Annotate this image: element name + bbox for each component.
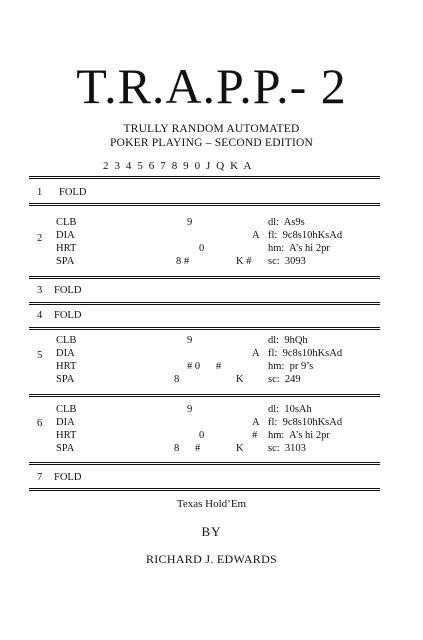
hand-info: fl: 9c8s10hKsAd bbox=[268, 348, 343, 359]
card-mark: A bbox=[252, 417, 260, 428]
hand-info: sc: 3103 bbox=[268, 443, 306, 454]
card-mark: 8 bbox=[174, 374, 180, 385]
suit-label: SPA bbox=[56, 256, 75, 267]
game-name: Texas Hold’Em bbox=[176, 498, 247, 510]
subtitle-line-2: POKER PLAYING – SECOND EDITION bbox=[110, 137, 313, 149]
suit-label: DIA bbox=[56, 230, 75, 241]
fold-row-number: 1 bbox=[37, 187, 43, 198]
card-mark: 9 bbox=[187, 404, 193, 415]
card-mark: 0 bbox=[199, 430, 205, 441]
hand-info: sc: 3093 bbox=[268, 256, 306, 267]
fold-row-label: FOLD bbox=[54, 285, 82, 296]
hand-info: sc: 249 bbox=[268, 374, 301, 385]
divider bbox=[29, 394, 380, 397]
card-mark: 9 bbox=[187, 217, 193, 228]
card-mark: # bbox=[252, 430, 258, 441]
divider bbox=[29, 276, 380, 279]
suit-label: HRT bbox=[56, 430, 77, 441]
divider bbox=[29, 462, 380, 465]
divider bbox=[29, 327, 380, 330]
rank-header: 2 3 4 5 6 7 8 9 0 J Q K A bbox=[103, 160, 254, 172]
card-mark: 0 bbox=[199, 243, 205, 254]
hand-info: dl: As9s bbox=[268, 217, 305, 228]
card-mark: K bbox=[236, 443, 244, 454]
fold-row-number: 4 bbox=[37, 310, 43, 321]
hand-info: fl: 9c8s10hKsAd bbox=[268, 417, 343, 428]
suit-label: HRT bbox=[56, 243, 77, 254]
card-mark: K # bbox=[236, 256, 252, 267]
suit-label: CLB bbox=[56, 335, 77, 346]
card-mark: A bbox=[252, 348, 260, 359]
subtitle-line-1: TRULLY RANDOM AUTOMATED bbox=[123, 123, 300, 135]
fold-row-label: FOLD bbox=[54, 472, 82, 483]
divider bbox=[29, 488, 380, 491]
hand-info: hm: A’s hi 2pr bbox=[268, 430, 330, 441]
suit-label: CLB bbox=[56, 217, 77, 228]
divider bbox=[29, 302, 380, 305]
card-mark: A bbox=[252, 230, 260, 241]
suit-label: DIA bbox=[56, 417, 75, 428]
hand-number: 2 bbox=[37, 233, 43, 244]
fold-row-label: FOLD bbox=[54, 310, 82, 321]
fold-row-label: FOLD bbox=[59, 187, 87, 198]
card-mark: K bbox=[236, 374, 244, 385]
fold-row-number: 3 bbox=[37, 285, 43, 296]
card-mark: # 0 # bbox=[187, 361, 222, 372]
hand-info: hm: pr 9’s bbox=[268, 361, 314, 372]
suit-label: SPA bbox=[56, 374, 75, 385]
book-title: T.R.A.P.P.- 2 bbox=[76, 58, 347, 114]
hand-info: hm: A’s hi 2pr bbox=[268, 243, 330, 254]
author-name: RICHARD J. EDWARDS bbox=[145, 552, 278, 566]
suit-label: HRT bbox=[56, 361, 77, 372]
fold-row-number: 7 bbox=[37, 472, 43, 483]
card-mark: 8 # bbox=[176, 256, 190, 267]
suit-label: CLB bbox=[56, 404, 77, 415]
card-mark: 8 # bbox=[174, 443, 201, 454]
card-mark: 9 bbox=[187, 335, 193, 346]
divider bbox=[29, 203, 380, 206]
divider bbox=[29, 176, 380, 179]
hand-number: 6 bbox=[37, 418, 43, 429]
hand-info: fl: 9c8s10hKsAd bbox=[268, 230, 343, 241]
suit-label: SPA bbox=[56, 443, 75, 454]
by-label: BY bbox=[201, 524, 222, 539]
hand-info: dl: 10sAh bbox=[268, 404, 312, 415]
hand-number: 5 bbox=[37, 350, 43, 361]
hand-info: dl: 9hQh bbox=[268, 335, 308, 346]
suit-label: DIA bbox=[56, 348, 75, 359]
